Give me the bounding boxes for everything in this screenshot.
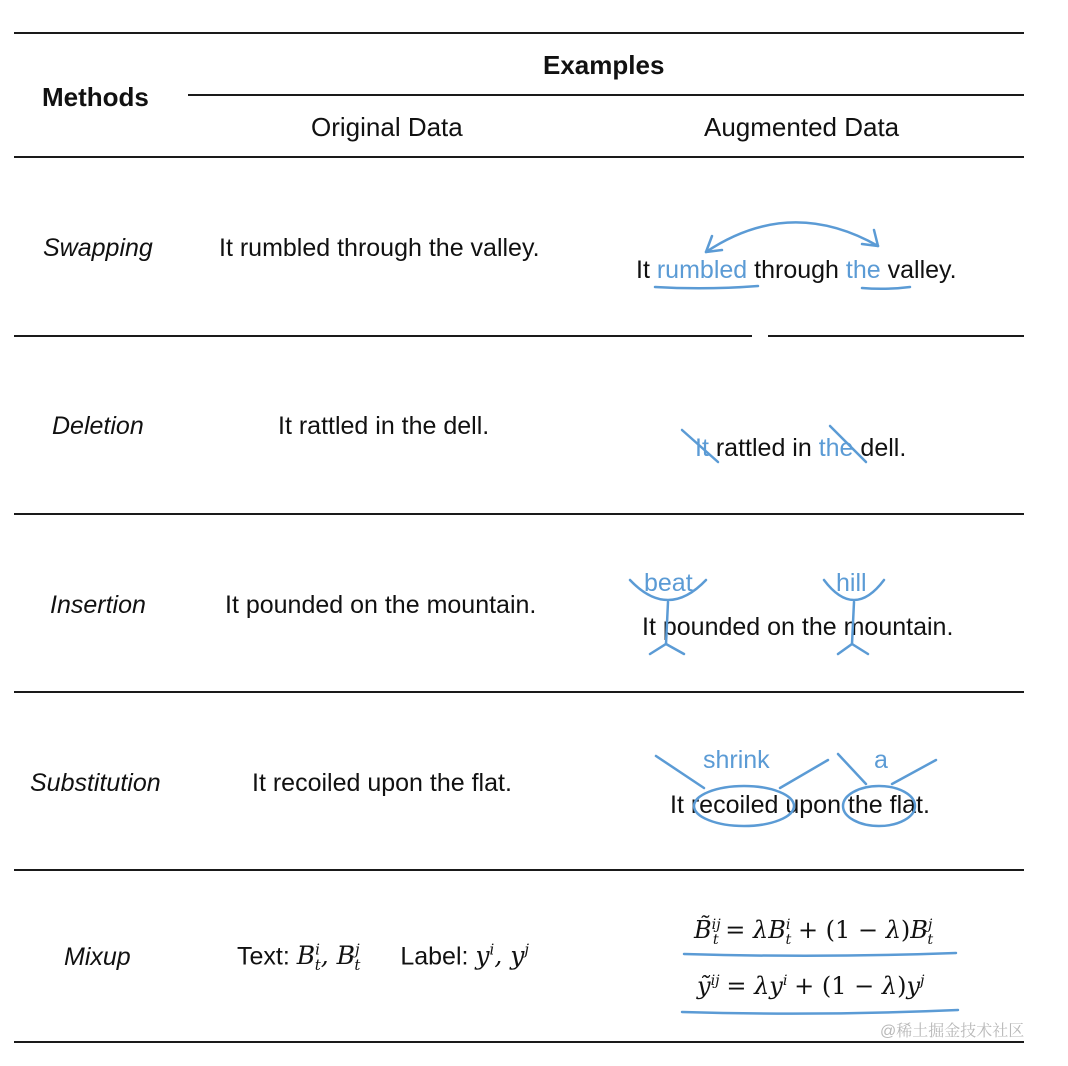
text-label: Text: (237, 942, 290, 971)
original-substitution: It recoiled upon the flat. (252, 769, 512, 797)
line-shrink-right (780, 760, 828, 788)
line-a-left (838, 754, 866, 784)
examples-rule (188, 94, 1024, 96)
label-formula: $y^i$, $y^j$ (475, 941, 530, 971)
inserted-word-2: hill (836, 569, 867, 597)
method-insertion: Insertion (50, 591, 146, 619)
insert-foot-1 (650, 644, 684, 654)
substitute-word-2: a (874, 746, 888, 774)
watermark: @稀土掘金技术社区 (880, 1023, 1025, 1040)
word: It (670, 791, 684, 819)
deleted-word-1: It (695, 434, 709, 462)
underline-formula-2 (682, 1010, 958, 1014)
original-mixup (237, 941, 529, 974)
original-insertion: It pounded on the mountain. (225, 591, 537, 619)
substitute-word-1: shrink (703, 746, 770, 774)
augmented-deletion (695, 434, 906, 463)
word: It (636, 256, 650, 284)
augmented-insertion (642, 613, 953, 642)
augmented-substitution (670, 791, 930, 820)
word: pounded on the (662, 613, 837, 641)
word: rattled in (715, 434, 812, 462)
underline-formula-1 (684, 953, 956, 956)
method-mixup: Mixup (64, 943, 131, 971)
underline-rumbled (655, 286, 758, 288)
line-a-right (892, 760, 936, 784)
swap-arrow (706, 222, 878, 252)
swapped-word-1: rumbled (656, 256, 748, 284)
row-rule-2 (14, 513, 1024, 515)
method-deletion: Deletion (52, 412, 144, 440)
row-rule-1b (768, 335, 1024, 337)
text-formula: $B^i_t$, $B^j_t$ (296, 941, 361, 975)
label-label: Label: (400, 942, 469, 971)
deleted-word-2: the (818, 434, 854, 462)
augmented-swapping (636, 256, 957, 285)
header-bottom-rule (14, 156, 1024, 158)
mixup-formula-2: ỹ$^{ij}$ = $\lambda y^i + (1 - \lambda)y^j$ (697, 972, 925, 1000)
augmented-data-header: Augmented Data (704, 112, 900, 142)
examples-header: Examples (543, 50, 665, 80)
line-shrink-left (656, 756, 704, 788)
original-swapping: It rumbled through the valley. (219, 234, 540, 262)
word: through (754, 256, 839, 284)
row-rule-4 (14, 869, 1024, 871)
methods-header: Methods (42, 82, 149, 112)
underline-the (862, 287, 910, 289)
original-deletion: It rattled in the dell. (278, 412, 490, 440)
insert-foot-2 (838, 644, 868, 654)
method-substitution: Substitution (30, 769, 161, 797)
word: dell. (860, 434, 907, 462)
word: upon the flat. (785, 791, 930, 819)
word: mountain. (843, 613, 954, 641)
inserted-word-1: beat (644, 569, 693, 597)
original-data-header: Original Data (311, 112, 463, 142)
bottom-rule (14, 1041, 1024, 1043)
word: recoiled (690, 791, 779, 819)
swap-arrowhead-left (706, 236, 722, 252)
swap-arrowhead-right (862, 230, 878, 246)
row-rule-1a (14, 335, 752, 337)
method-swapping: Swapping (43, 234, 153, 262)
word: It (642, 613, 656, 641)
top-rule (14, 32, 1024, 34)
mixup-formula-1: B̃$^{ij}_t$ = $\lambda B^i_t + (1 - \lambda)B^j_t$ (694, 916, 934, 948)
row-rule-3 (14, 691, 1024, 693)
swapped-word-2: the (845, 256, 881, 284)
word: valley. (887, 256, 957, 284)
